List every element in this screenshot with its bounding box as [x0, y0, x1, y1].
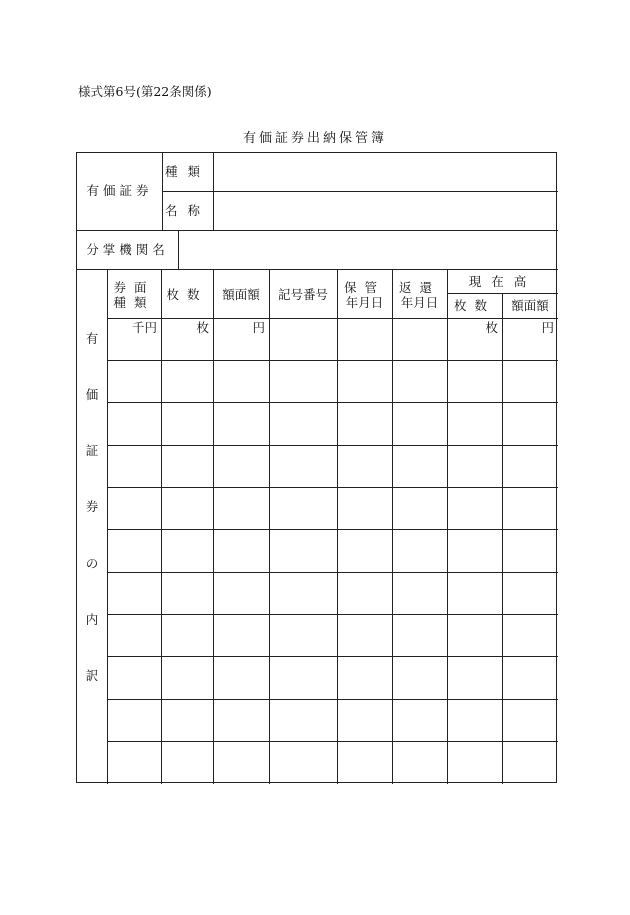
ledger-table	[76, 152, 557, 783]
form-number-label: 様式第6号(第22条関係)	[78, 84, 212, 99]
rule-kind-divider	[213, 153, 214, 230]
rule-row	[107, 614, 558, 615]
rule-row	[107, 699, 558, 700]
label-char: の	[85, 555, 99, 571]
col-face-type-line1: 券面	[113, 280, 155, 295]
rule-row	[107, 445, 558, 446]
rule-row	[107, 656, 558, 657]
rule-col-face-amount	[269, 269, 270, 784]
rule-row	[107, 572, 558, 573]
label-char: 訳	[85, 667, 99, 683]
rule-bureau-divider	[178, 230, 179, 269]
rule-left-label	[107, 269, 108, 784]
rule-bureau-bottom	[77, 269, 558, 270]
col-custody-line2: 年月日	[345, 295, 384, 310]
rule-col-custody	[392, 269, 393, 784]
col-face-amount: 額面額	[222, 287, 260, 302]
bureau-label: 分掌機関名	[86, 242, 169, 257]
col-face-type-line2: 種類	[113, 295, 155, 310]
unit-current-count: 枚	[485, 320, 498, 335]
document-title: 有価証券出納保管簿	[242, 131, 387, 146]
rule-col-face-type	[161, 269, 162, 784]
col-count: 枚数	[166, 287, 208, 302]
col-return-line1: 返還	[398, 280, 440, 295]
col-current-amount: 額面額	[511, 298, 549, 313]
kind-label: 種類	[164, 164, 210, 179]
rule-col-current-split	[502, 293, 503, 784]
rule-col-return	[447, 269, 448, 784]
label-char: 券	[85, 499, 99, 515]
rule-header-bottom	[107, 318, 558, 319]
name-label: 名称	[164, 203, 210, 218]
label-char: 有	[85, 331, 99, 346]
unit-current-amount: 円	[541, 320, 554, 335]
securities-label: 有価証券	[86, 183, 153, 198]
col-return-line2: 年月日	[400, 295, 439, 310]
unit-face-amount: 円	[252, 320, 265, 335]
label-char: 価	[85, 387, 99, 403]
rule-row	[107, 360, 558, 361]
col-current: 現在高	[468, 274, 537, 289]
contents-breakdown-label	[77, 269, 107, 784]
col-serial: 記号番号	[277, 287, 328, 302]
rule-row	[107, 741, 558, 742]
label-char: 証	[85, 443, 99, 459]
label-char: 内	[85, 611, 99, 627]
rule-securities-divider	[162, 153, 163, 230]
unit-count: 枚	[196, 320, 209, 335]
rule-col-serial	[337, 269, 338, 784]
unit-face-type: 千円	[131, 320, 157, 335]
rule-row	[107, 487, 558, 488]
rule-securities-bottom	[77, 230, 558, 231]
rule-row	[107, 402, 558, 403]
rule-col-count	[213, 269, 214, 784]
col-current-count: 枚数	[453, 298, 495, 313]
rule-current-sub	[447, 293, 558, 294]
col-custody-line1: 保管	[343, 280, 385, 295]
rule-row	[107, 529, 558, 530]
rule-kind-name	[162, 191, 558, 192]
